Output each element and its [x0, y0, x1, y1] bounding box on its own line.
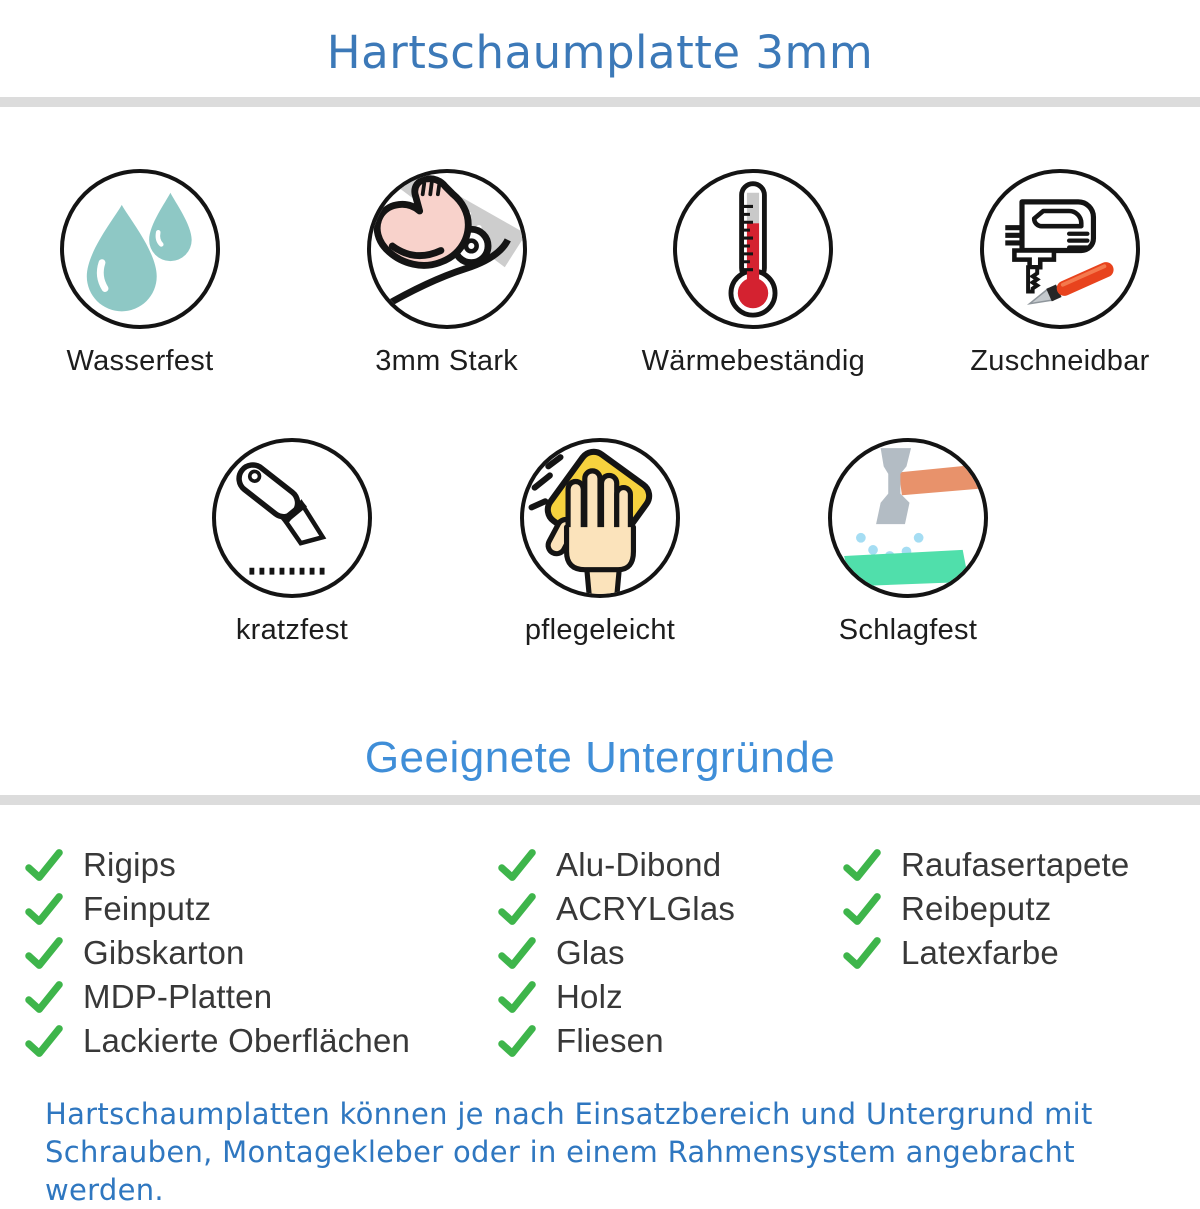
divider-middle [0, 795, 1200, 805]
check-icon [498, 846, 536, 884]
check-icon [25, 978, 63, 1016]
check-icon [843, 890, 881, 928]
surface-label: Gibskarton [83, 934, 245, 971]
check-icon [25, 1022, 63, 1060]
feature-label: Schlagfest [838, 614, 978, 646]
surface-label: Latexfarbe [901, 934, 1059, 971]
surface-label: Rigips [83, 846, 176, 883]
surface-item [498, 931, 843, 975]
surface-item [498, 975, 843, 1019]
feature-schlagfest [788, 438, 1028, 647]
surface-label: ACRYLGlas [556, 890, 736, 927]
water-drops-icon [64, 173, 216, 325]
thermometer-icon [677, 173, 829, 325]
muscle-arm-icon [371, 173, 523, 325]
surface-label: Raufasertapete [901, 846, 1130, 883]
section-title-untergruende: Geeignete Untergründe [364, 733, 836, 782]
feature-pflegeleicht [480, 438, 720, 647]
surface-label: Lackierte Oberflächen [83, 1022, 411, 1059]
surface-label: Feinputz [83, 890, 212, 927]
surfaces-column-2 [498, 843, 843, 1063]
check-icon [843, 934, 881, 972]
feature-wasserfest [30, 169, 250, 378]
surface-item [25, 931, 498, 975]
surface-item [25, 1019, 498, 1063]
feature-zuschneidbar [950, 169, 1170, 378]
feature-label: kratzfest [235, 614, 349, 646]
cleaning-hand-icon [524, 442, 676, 594]
surface-label: Reibeputz [901, 890, 1052, 927]
check-icon [498, 934, 536, 972]
surfaces-checklist [0, 843, 1200, 1063]
surface-item [25, 843, 498, 887]
feature-label: Wasserfest [66, 345, 214, 377]
feature-waermebestaendig [641, 169, 866, 378]
feature-row-1 [0, 169, 1200, 378]
surface-item [498, 1019, 843, 1063]
check-icon [498, 890, 536, 928]
surface-item [25, 975, 498, 1019]
feature-label: pflegeleicht [524, 614, 676, 646]
surfaces-column-1 [25, 843, 498, 1063]
surface-item [498, 887, 843, 931]
check-icon [25, 934, 63, 972]
feature-row-2 [0, 438, 1200, 647]
feature-3mm-stark [337, 169, 557, 378]
surfaces-column-3 [843, 843, 1200, 1063]
surface-label: Holz [556, 978, 623, 1015]
check-icon [843, 846, 881, 884]
feature-kratzfest [172, 438, 412, 647]
check-icon [498, 1022, 536, 1060]
surface-item [25, 887, 498, 931]
jigsaw-knife-icon [984, 173, 1136, 325]
surface-item [843, 843, 1200, 887]
check-icon [25, 890, 63, 928]
surface-label: Glas [556, 934, 625, 971]
footer-note: Hartschaumplatten können je nach Einsatzbereich und Untergrund mit Schrauben, Montagekleber oder in einem Rahmensystem angebracht werden. [45, 1097, 1093, 1207]
surface-item [498, 843, 843, 887]
feature-label: Wärmebeständig [641, 345, 866, 377]
surface-label: Alu-Dibond [556, 846, 722, 883]
utility-knife-icon [216, 442, 368, 594]
page-title: Hartschaumplatte 3mm [326, 26, 874, 79]
feature-label: Zuschneidbar [970, 345, 1150, 377]
divider-top [0, 97, 1200, 107]
hammer-impact-icon [832, 442, 984, 594]
surface-item [843, 931, 1200, 975]
surface-label: Fliesen [556, 1022, 664, 1059]
check-icon [498, 978, 536, 1016]
surface-item [843, 887, 1200, 931]
feature-label: 3mm Stark [375, 345, 519, 377]
surface-label: MDP-Platten [83, 978, 273, 1015]
check-icon [25, 846, 63, 884]
